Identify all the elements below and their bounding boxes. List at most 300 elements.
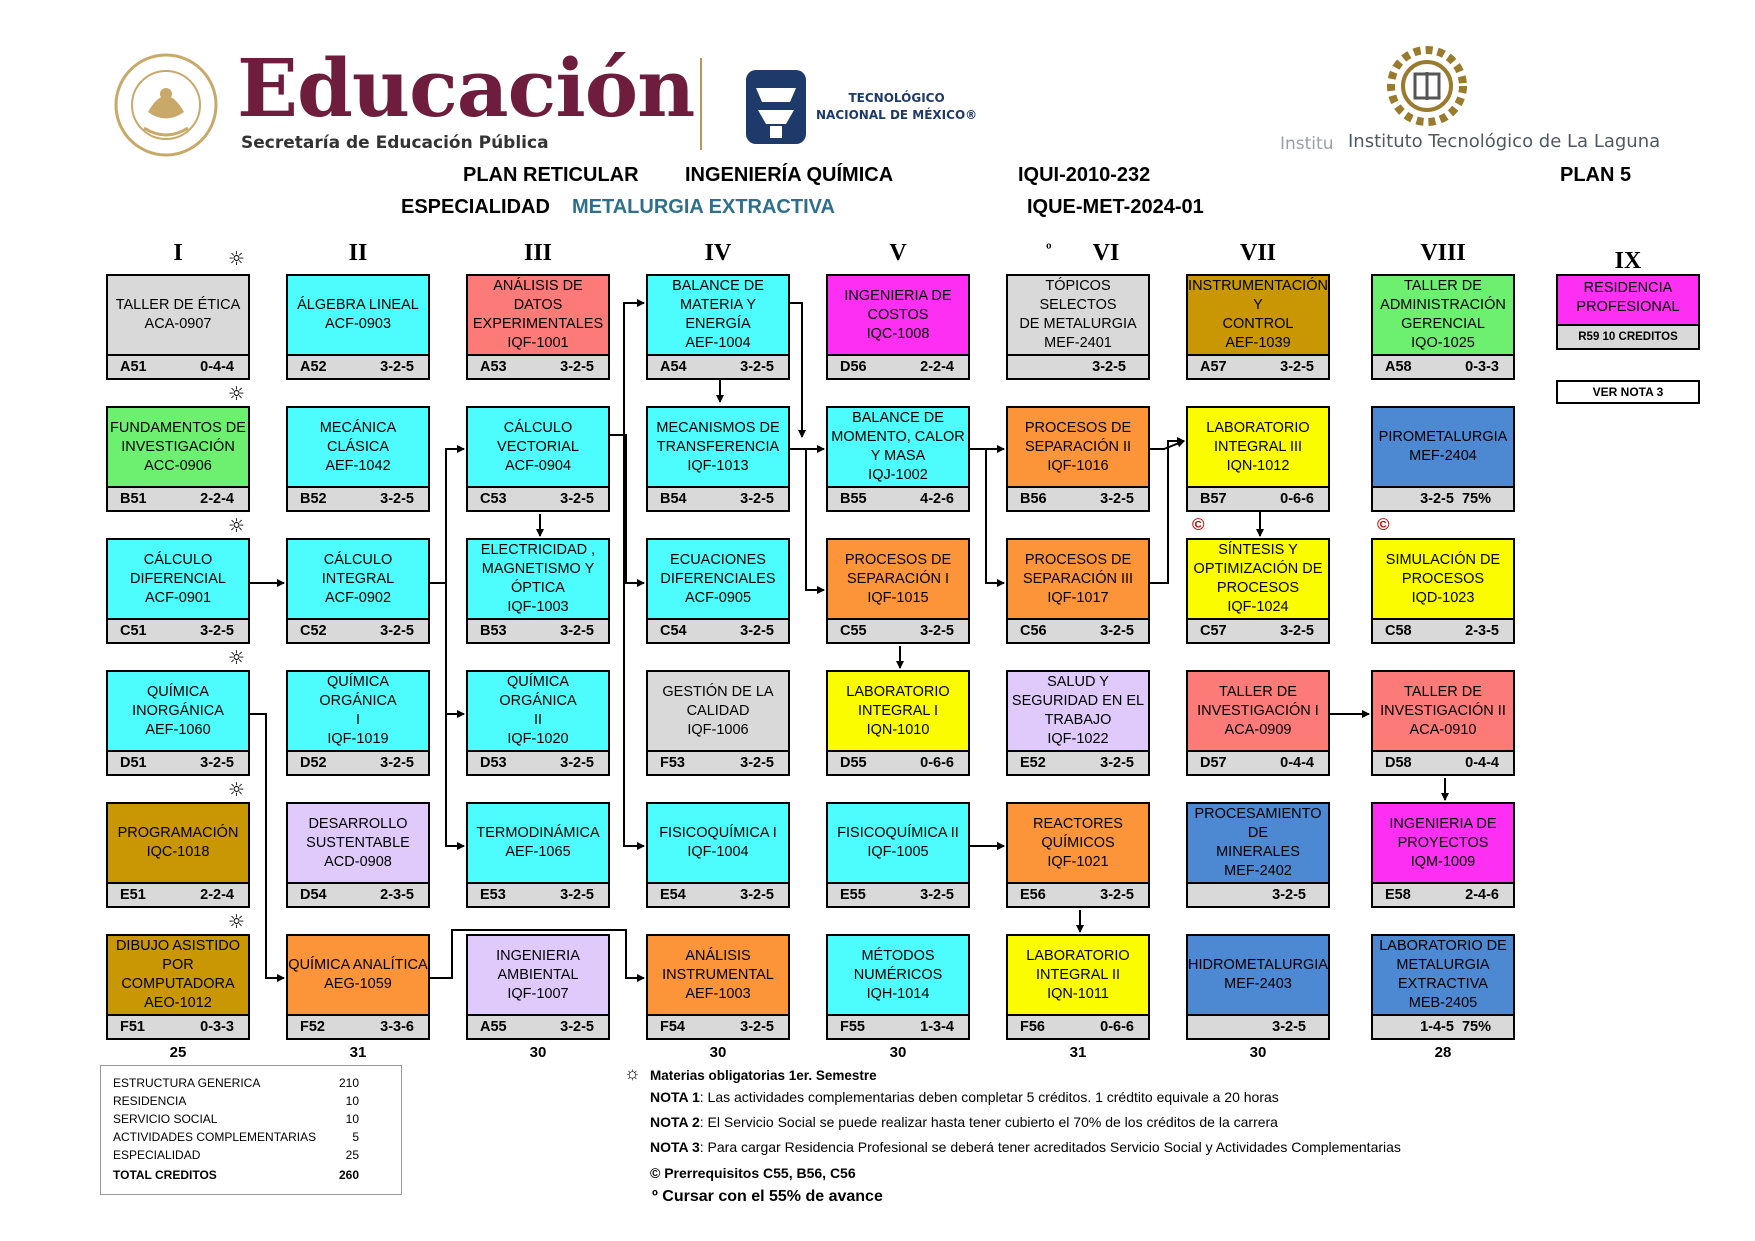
subject-name-line: LABORATORIO	[1206, 419, 1310, 436]
legend-row	[113, 1128, 389, 1146]
subject-code: IQF-1021	[1047, 853, 1109, 870]
subject-credits: 3-2-5	[560, 359, 594, 375]
legend-label: ESPECIALIDAD	[113, 1148, 201, 1162]
subject-name-line: COSTOS	[867, 306, 929, 323]
subject-key: F52	[300, 1019, 325, 1035]
subject-name-line: DE METALURGIA	[1019, 316, 1137, 332]
subject-name-line: INGENIERIA	[496, 947, 580, 964]
subject-name-line: II	[533, 712, 543, 728]
subject-name-line: TRABAJO	[1044, 712, 1112, 728]
subject-name-line: SEPARACIÓN I	[846, 570, 950, 587]
subject-code: IQF-1007	[507, 985, 569, 1002]
subject-name-line: PROYECTOS	[1397, 834, 1489, 851]
subject-code: ACF-0901	[144, 589, 212, 606]
subject-credits: 3-2-5	[1272, 887, 1306, 903]
subject-key: C52	[300, 623, 327, 639]
subject-name-line: FISICOQUÍMICA I	[659, 825, 777, 841]
carrera-title: INGENIERÍA QUÍMICA	[685, 164, 894, 186]
subject-credits: 2-2-4	[920, 359, 954, 375]
subject-credits: 3-2-5	[200, 755, 234, 771]
subject-key: A52	[300, 359, 327, 375]
subject-key: C51	[120, 623, 147, 639]
subject-code: IQJ-1002	[868, 467, 928, 483]
subject-name-line: VECTORIAL	[497, 438, 579, 455]
subject-code: IQF-1022	[1047, 731, 1109, 747]
subject-credits: 3-2-5	[920, 623, 954, 639]
subject-code: IQF-1020	[507, 731, 569, 747]
subject-key: E53	[480, 887, 506, 903]
subject-name-line: MÉTODOS	[861, 947, 935, 964]
subject-key: A53	[480, 359, 507, 375]
plan-number: PLAN 5	[1560, 164, 1632, 186]
legend-row	[113, 1110, 389, 1128]
subject-name-line: PROCESOS DE	[1024, 419, 1132, 436]
subject-key: F55	[840, 1019, 865, 1035]
subject-name-line: OPTIMIZACIÓN DE	[1193, 561, 1323, 577]
subject-key: D56	[840, 359, 867, 375]
subject-code: AEF-1039	[1225, 335, 1291, 351]
subject-credits: 3-2-5	[560, 491, 594, 507]
subject-name-line: QUÍMICA	[146, 683, 210, 700]
legend-label: SERVICIO SOCIAL	[113, 1112, 218, 1126]
semester-header: II	[348, 240, 368, 266]
subject-name-line: BALANCE DE	[672, 278, 764, 294]
subject-name-line: MATERIA Y	[679, 297, 756, 313]
itl-ghost-text: Institu	[1280, 134, 1334, 154]
prerequisite-arrow	[986, 449, 1004, 583]
subject-key: D54	[300, 887, 327, 903]
subject-name-line: ÁLGEBRA LINEAL	[297, 297, 419, 313]
subject-key: C56	[1020, 623, 1047, 639]
legend-row	[113, 1074, 389, 1092]
subject-code: ACA-0907	[144, 316, 212, 332]
subject-code: AEF-1065	[505, 844, 571, 860]
subject-credits: 3-2-5	[740, 887, 774, 903]
subject-name-line: INSTRUMENTAL	[662, 966, 774, 983]
subject-code: MEF-2402	[1224, 863, 1292, 879]
prerequisite-arrow	[788, 303, 802, 437]
semester-header: V	[889, 240, 907, 266]
subject-name-line: LABORATORIO	[1026, 947, 1130, 964]
subject-key: D58	[1385, 755, 1412, 771]
semester-total: 30	[529, 1044, 547, 1061]
subject-name-line: SALUD Y	[1047, 674, 1109, 690]
subject-key: D51	[120, 755, 147, 771]
advance-mark: º	[1046, 240, 1052, 259]
legend-value: 210	[338, 1076, 359, 1090]
subject-key: B51	[120, 491, 147, 507]
prerequisite-mark: ©	[1377, 515, 1390, 534]
subject-credits: 3-2-5 75%	[1420, 491, 1491, 507]
tecnm-line1: TECNOLÓGICO	[848, 91, 945, 105]
subject-code: MEF-2401	[1044, 335, 1112, 351]
legend-value: 10	[345, 1094, 359, 1108]
subject-credits: 0-4-4	[1280, 755, 1314, 771]
semester-header: IX	[1614, 248, 1642, 274]
subject-credits: 3-2-5	[1100, 491, 1134, 507]
subject-credits: 0-6-6	[1100, 1019, 1134, 1035]
subject-name-line: INSTRUMENTACIÓN Y	[1188, 278, 1328, 313]
semester-header: VI	[1092, 240, 1120, 266]
subject-key: E52	[1020, 755, 1046, 771]
subject-name-line: EXTRACTIVA	[1398, 976, 1488, 992]
mandatory-sun-icon: ☼	[228, 647, 246, 669]
semester-header: VIII	[1420, 240, 1466, 266]
subject-name-line: DIFERENCIALES	[660, 570, 776, 587]
subject-name-line: MECANISMOS DE	[656, 419, 780, 436]
subject-key: B56	[1020, 491, 1047, 507]
subject-credits: 3-2-5	[380, 755, 414, 771]
subject-name-line: SIMULACIÓN DE	[1385, 551, 1501, 568]
subject-key: E56	[1020, 887, 1046, 903]
subject-name-line: SUSTENTABLE	[306, 834, 410, 851]
subject-code: ACF-0902	[324, 589, 392, 606]
subject-name-line: TALLER DE	[1219, 683, 1297, 700]
subject-name-line: PROCESOS	[1401, 570, 1485, 587]
subject-code: ACF-0905	[684, 589, 752, 606]
subject-name-line: SEPARACIÓN III	[1022, 570, 1134, 587]
subject-key: F53	[660, 755, 685, 771]
credits-legend	[100, 1065, 402, 1195]
subject-code: IQH-1014	[866, 985, 930, 1002]
subject-name-line: GERENCIAL	[1401, 316, 1485, 332]
subject-name-line: TALLER DE ÉTICA	[115, 297, 241, 313]
nota-3-text: : Para cargar Residencia Profesional se deberá tener acreditados Servicio Social y Actividades Complementarias	[699, 1139, 1401, 1155]
subject-name-line: ANÁLISIS DE DATOS	[493, 278, 583, 313]
subject-name-line: CÁLCULO	[503, 419, 573, 436]
subject-credits: 3-2-5	[740, 359, 774, 375]
subject-code: AEO-1012	[144, 995, 212, 1011]
sep-subtitle: Secretaría de Educación Pública	[241, 133, 549, 153]
subject-name-line: BALANCE DE	[852, 410, 944, 426]
subject-code: IQO-1025	[1411, 335, 1475, 351]
legend-row	[113, 1092, 389, 1110]
legend-value: 10	[345, 1112, 359, 1126]
subject-name-line: INORGÁNICA	[132, 702, 224, 719]
subject-credits: 0-3-3	[1465, 359, 1499, 375]
subject-credits: 3-3-6	[380, 1019, 414, 1035]
subject-key: B53	[480, 623, 507, 639]
subject-credits: 3-2-5	[1280, 623, 1314, 639]
subject-name-line: METALURGIA	[1396, 957, 1490, 973]
especialidad-label: ESPECIALIDAD	[401, 196, 550, 218]
subject-name-line: PROCESOS	[1216, 580, 1300, 596]
legend-value: 25	[345, 1148, 359, 1162]
subject-name-line: CÁLCULO INTEGRAL	[321, 551, 395, 587]
legend-total-label: TOTAL CREDITOS	[113, 1168, 217, 1182]
subject-code: IQC-1008	[866, 325, 930, 342]
subject-name-line: LABORATORIO DE	[1379, 938, 1507, 954]
nota-3-label: NOTA 3	[650, 1139, 700, 1155]
subject-name-line: RESIDENCIA	[1583, 280, 1673, 296]
subject-credits: 3-2-5	[1280, 359, 1314, 375]
subject-key: F56	[1020, 1019, 1045, 1035]
subject-name-line: MOMENTO, CALOR	[831, 429, 965, 445]
subject-name-line: INTEGRAL III	[1213, 438, 1303, 455]
subject-name-line: QUÍMICA ANALÍTICA	[288, 957, 428, 973]
prerequisite-arrow	[446, 583, 464, 714]
subject-code: IQF-1001	[507, 335, 569, 351]
semester-total: 28	[1434, 1044, 1452, 1061]
subject-key: F51	[120, 1019, 145, 1035]
subject-credits: 2-2-4	[200, 491, 234, 507]
plan-reticular-label: PLAN RETICULAR	[463, 164, 639, 186]
subject-name-line: CÁLCULO	[143, 551, 213, 568]
subject-name-line: EXPERIMENTALES	[472, 316, 604, 332]
subject-key: E54	[660, 887, 686, 903]
legend-label: ESTRUCTURA GENERICA	[113, 1076, 261, 1090]
subject-name-line: GESTIÓN DE LA	[662, 683, 774, 700]
subject-code: IQF-1005	[867, 844, 929, 860]
subject-code: IQF-1004	[687, 844, 749, 860]
semester-total: 25	[169, 1044, 187, 1061]
subject-credits: 1-3-4	[920, 1019, 954, 1035]
subject-code: IQF-1017	[1047, 589, 1109, 606]
subject-code: IQN-1010	[866, 721, 930, 738]
subject-name-line: INTEGRAL I	[857, 702, 939, 719]
educacion-wordmark: Educación	[237, 41, 695, 135]
subject-credits: 3-2-5	[920, 887, 954, 903]
avance-note: º Cursar con el 55% de avance	[652, 1188, 883, 1205]
subject-code: ACF-0904	[504, 457, 572, 474]
nota-2-text: : El Servicio Social se puede realizar hasta tener cubierto el 70% de los créditos de la carrera	[699, 1114, 1278, 1130]
subject-code: IQC-1018	[146, 844, 210, 860]
subject-code: IQD-1023	[1411, 589, 1475, 606]
subject-name-line: ECUACIONES	[670, 551, 766, 568]
semester-header: IV	[704, 240, 732, 266]
subject-credits: 3-2-5	[380, 623, 414, 639]
subject-name-line: INGENIERIA DE	[844, 287, 952, 304]
subject-name-line: PROFESIONAL	[1576, 299, 1680, 315]
subject-credits: 3-2-5	[1100, 623, 1134, 639]
subject-credits: 0-4-4	[200, 359, 234, 375]
subject-code: IQF-1006	[687, 721, 749, 738]
subject-name-line: I	[355, 712, 361, 728]
subject-key: D57	[1200, 755, 1227, 771]
subject-name-line: ANÁLISIS	[685, 947, 751, 964]
legend-total-row	[113, 1166, 389, 1184]
subject-code: IQF-1013	[687, 457, 749, 474]
especialidad-clave: IQUE-MET-2024-01	[1027, 196, 1204, 218]
nota-2	[650, 1114, 1278, 1130]
subject-credits: 3-2-5	[560, 623, 594, 639]
subject-name-line: SÍNTESIS Y	[1218, 542, 1298, 558]
subject-code: IQF-1016	[1047, 457, 1109, 474]
carrera-clave: IQUI-2010-232	[1018, 164, 1151, 186]
sun-note: Materias obligatorias 1er. Semestre	[650, 1068, 877, 1083]
subject-name-line: MINERALES	[1216, 844, 1300, 860]
subject-credits: 3-2-5	[560, 755, 594, 771]
semester-header: III	[523, 240, 553, 266]
subject-credits: 3-2-5	[1100, 755, 1134, 771]
semester-header: VII	[1239, 240, 1276, 266]
subject-code: IQN-1011	[1047, 985, 1109, 1002]
sun-legend-icon: ☼	[624, 1063, 641, 1083]
subject-credits: 3-2-5	[1092, 359, 1126, 375]
legend-label: RESIDENCIA	[113, 1094, 187, 1108]
prerequisite-arrow	[250, 714, 284, 978]
subject-code: ACC-0906	[144, 457, 212, 474]
subject-key: E51	[120, 887, 146, 903]
subject-credits: 3-2-5	[560, 1019, 594, 1035]
subject-credits: 3-2-5	[380, 491, 414, 507]
mandatory-sun-icon: ☼	[228, 779, 246, 801]
subject-code: AEF-1003	[685, 985, 751, 1002]
subject-code: MEB-2405	[1408, 995, 1478, 1011]
subject-name-line: CONTROL	[1222, 316, 1294, 332]
prerequisite-arrow	[610, 303, 644, 435]
subject-name-line: PROCESOS DE	[844, 551, 952, 568]
subject-name-line: ELECTRICIDAD ,	[480, 542, 596, 558]
subject-key: D52	[300, 755, 327, 771]
subject-name-line: QUÍMICA ORGÁNICA	[319, 674, 397, 709]
nota-1-text: : Las actividades complementarias deben completar 5 créditos. 1 crédtito equivale a 20 horas	[699, 1089, 1279, 1105]
subject-name-line: POR	[162, 957, 194, 973]
subject-credits: 2-3-5	[380, 887, 414, 903]
subject-code: AEG-1059	[324, 976, 392, 992]
subject-code: IQF-1015	[867, 589, 929, 606]
prerequisite-arrow	[1150, 441, 1184, 583]
subject-code: IQF-1024	[1227, 599, 1289, 615]
subject-code: ACA-0909	[1224, 721, 1292, 738]
subject-key: B57	[1200, 491, 1227, 507]
nota-1-label: NOTA 1	[650, 1089, 700, 1105]
subject-code: AEF-1042	[325, 457, 391, 474]
subject-key: C54	[660, 623, 687, 639]
subject-name-line: Y MASA	[870, 448, 926, 464]
subject-credits: 2-2-4	[200, 887, 234, 903]
subject-key: A51	[120, 359, 147, 375]
subject-credits: 4-2-6	[920, 491, 954, 507]
prerequisite-arrow	[610, 435, 644, 583]
subject-credits: 0-6-6	[1280, 491, 1314, 507]
subject-name-line: TÓPICOS SELECTOS	[1039, 278, 1117, 313]
subject-name-line: TRANSFERENCIA	[656, 438, 780, 455]
prerequisite-arrow	[806, 449, 824, 590]
subject-code: ACF-0903	[324, 316, 392, 332]
subject-name-line: NUMÉRICOS	[853, 966, 943, 983]
subject-name-line: MAGNETISMO Y	[481, 561, 595, 577]
subject-credits: 3-2-5	[200, 623, 234, 639]
subject-name-line: FISICOQUÍMICA II	[837, 825, 959, 841]
subject-name-line: INTEGRAL II	[1035, 966, 1121, 983]
subject-credits: 3-2-5	[740, 623, 774, 639]
subject-name-line: COMPUTADORA	[121, 976, 235, 992]
subject-name-line: PROCESOS DE	[1024, 551, 1132, 568]
subject-name-line: ENERGÍA	[685, 316, 751, 332]
subject-credits: R59 10 CREDITOS	[1578, 331, 1678, 343]
subject-key: A57	[1200, 359, 1227, 375]
residencia-note-box: VER NOTA 3	[1556, 380, 1700, 404]
semester-header: I	[173, 240, 183, 266]
subject-key: C57	[1200, 623, 1227, 639]
subject-code: AEF-1060	[145, 721, 211, 738]
mandatory-sun-icon: ☼	[228, 911, 246, 933]
prerequisite-mark: ©	[1192, 515, 1205, 534]
subject-credits: 3-2-5	[740, 491, 774, 507]
subject-key: A54	[660, 359, 687, 375]
semester-total: 31	[349, 1044, 367, 1061]
subject-code: IQM-1009	[1410, 853, 1476, 870]
subject-name-line: ADMINISTRACIÓN	[1380, 297, 1506, 313]
subject-name-line: TALLER DE	[1404, 683, 1482, 700]
subject-name-line: DIFERENCIAL	[130, 570, 226, 587]
semester-total: 30	[1249, 1044, 1267, 1061]
subject-name-line: DIBUJO ASISTIDO	[115, 938, 241, 954]
nota-3	[650, 1139, 1401, 1155]
subject-name-line: PROGRAMACIÓN	[117, 825, 239, 841]
subject-name-line: INVESTIGACIÓN	[121, 438, 235, 455]
subject-name-line: MECÁNICA CLÁSICA	[319, 419, 397, 455]
subject-code: ACA-0910	[1409, 721, 1477, 738]
subject-name-line: INGENIERIA DE	[1389, 815, 1497, 832]
subject-name-line: REACTORES	[1033, 815, 1123, 832]
subject-key: A58	[1385, 359, 1412, 375]
subject-name-line: QUÍMICOS	[1041, 834, 1115, 851]
prerequisite-arrow	[446, 714, 464, 846]
subject-key: B52	[300, 491, 327, 507]
subject-key: C55	[840, 623, 867, 639]
subject-credits: 3-2-5	[560, 887, 594, 903]
subject-key: C58	[1385, 623, 1412, 639]
subject-code: MEF-2403	[1224, 976, 1292, 992]
subject-code: MEF-2404	[1409, 448, 1477, 464]
subject-name-line: AMBIENTAL	[497, 966, 579, 983]
subject-key: F54	[660, 1019, 685, 1035]
subject-credits: 0-4-4	[1465, 755, 1499, 771]
subject-name-line: TALLER DE	[1404, 278, 1482, 294]
subject-code: IQF-1003	[507, 599, 569, 615]
subject-credits: 3-2-5	[1100, 887, 1134, 903]
subject-name-line: DESARROLLO	[308, 815, 408, 832]
prerequisite-arrow	[430, 449, 464, 583]
subject-name-line: ÓPTICA	[511, 580, 565, 596]
subject-name-line: LABORATORIO	[846, 683, 950, 700]
subject-credits: 2-3-5	[1465, 623, 1499, 639]
itl-name: Instituto Tecnológico de La Laguna	[1348, 131, 1661, 152]
subject-code: IQF-1019	[327, 731, 389, 747]
semester-total: 31	[1069, 1044, 1087, 1061]
subject-name-line: HIDROMETALURGIA	[1188, 957, 1328, 973]
subject-code: AEF-1004	[685, 335, 751, 351]
legend-row	[113, 1146, 389, 1164]
subject-credits: 0-3-3	[200, 1019, 234, 1035]
subject-credits: 1-4-5 75%	[1420, 1019, 1491, 1035]
subject-credits: 3-2-5	[740, 755, 774, 771]
subject-name-line: PIROMETALURGIA	[1378, 429, 1508, 445]
subject-key: C53	[480, 491, 507, 507]
subject-credits: 0-6-6	[920, 755, 954, 771]
mandatory-sun-icon: ☼	[228, 248, 246, 270]
subject-name-line: INVESTIGACIÓN I	[1197, 702, 1319, 719]
legend-value: 5	[352, 1130, 359, 1144]
subject-key: D55	[840, 755, 867, 771]
semester-total: 30	[889, 1044, 907, 1061]
subject-credits: 3-2-5	[740, 1019, 774, 1035]
subject-key: D53	[480, 755, 507, 771]
legend-label: ACTIVIDADES COMPLEMENTARIAS	[113, 1130, 317, 1144]
nota-2-label: NOTA 2	[650, 1114, 700, 1130]
tecnm-line2: NACIONAL DE MÉXICO®	[816, 108, 978, 122]
subject-key: E58	[1385, 887, 1411, 903]
subject-name-line: CALIDAD	[686, 702, 750, 719]
subject-name-line: SEGURIDAD EN EL	[1011, 693, 1145, 709]
nota-1	[650, 1089, 1279, 1105]
subject-key: E55	[840, 887, 866, 903]
especialidad-name: METALURGIA EXTRACTIVA	[572, 196, 835, 218]
semester-total: 30	[709, 1044, 727, 1061]
mandatory-sun-icon: ☼	[228, 515, 246, 537]
